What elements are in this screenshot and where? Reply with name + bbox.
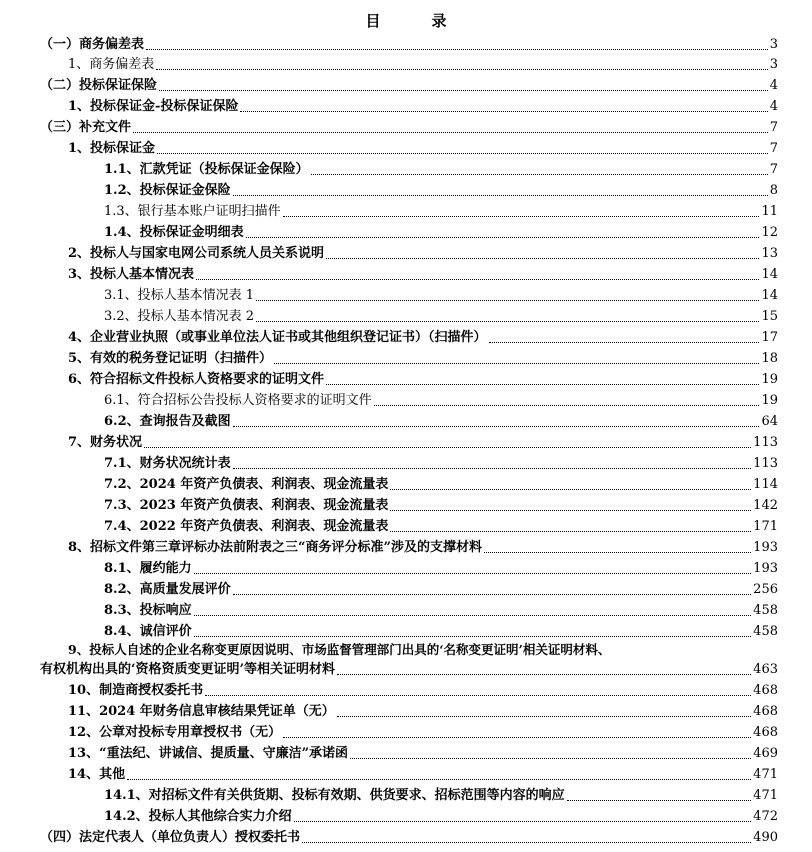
dot-leader (196, 275, 759, 280)
toc-entry-label: 7.4、2022 年资产负债表、利润表、现金流量表 (104, 519, 389, 534)
dot-leader (256, 296, 759, 301)
dot-leader (302, 838, 751, 843)
toc-entry-label: 8.4、诚信评价 (104, 624, 192, 639)
toc-title: 目 录 (365, 12, 465, 30)
toc-entry[interactable] (104, 284, 778, 304)
dot-leader (283, 212, 760, 217)
toc-entry-label: 12、公章对投标专用章授权书（无） (68, 725, 282, 740)
toc-entry[interactable] (68, 137, 778, 157)
toc-entry-page: 142 (753, 498, 778, 513)
toc-entry-page: 4 (769, 78, 778, 93)
dot-leader (159, 86, 768, 91)
dot-leader (233, 191, 768, 196)
toc-entry-label: 3、投标人基本情况表 (68, 267, 195, 282)
toc-entry-page: 18 (761, 351, 778, 366)
toc-entry-page: 17 (761, 330, 778, 345)
toc-entry[interactable] (68, 679, 778, 699)
toc-entry-label: 14.2、投标人其他综合实力介绍 (104, 809, 292, 824)
toc-entry-page: 7 (769, 162, 778, 177)
toc-entry[interactable] (68, 347, 778, 367)
dot-leader (326, 380, 759, 385)
toc-entry[interactable] (104, 452, 778, 472)
toc-entry[interactable] (40, 826, 778, 846)
toc-entry[interactable] (104, 158, 778, 178)
toc-entry[interactable] (40, 116, 778, 136)
toc-entry-label: 14、其他 (68, 767, 126, 782)
toc-entry-page: 8 (769, 183, 778, 198)
dot-leader (337, 670, 751, 675)
toc-entry[interactable] (104, 784, 778, 804)
dot-leader (326, 254, 759, 259)
toc-entry-label: 8.1、履约能力 (104, 561, 192, 576)
dot-leader (489, 338, 760, 343)
toc-entry-page: 114 (753, 477, 778, 492)
dot-leader (374, 401, 760, 406)
toc-entry[interactable] (104, 305, 778, 325)
toc-entry-label: 6.1、符合招标公告投标人资格要求的证明文件 (104, 393, 372, 408)
toc-entry-page: 113 (753, 456, 778, 471)
toc-entry-page: 490 (753, 830, 778, 845)
toc-entry[interactable] (68, 242, 778, 262)
toc-entry[interactable] (68, 700, 778, 720)
toc-entry-label: 2、投标人与国家电网公司系统人员关系说明 (68, 246, 325, 261)
toc-entry-label: 6、符合招标文件投标人资格要求的证明文件 (68, 372, 325, 387)
dot-leader (390, 485, 751, 490)
dot-leader (274, 359, 759, 364)
toc-entry[interactable] (68, 368, 778, 388)
dot-leader (144, 443, 751, 448)
toc-entry-label: 1、投标保证金 (68, 141, 156, 156)
toc-entry[interactable] (104, 179, 778, 199)
toc-entry-label: （三）补充文件 (40, 120, 132, 135)
toc-entry-label: 5、有效的税务登记证明（扫描件） (68, 351, 273, 366)
toc-entry-label: 10、制造商授权委托书 (68, 683, 204, 698)
dot-leader (146, 45, 768, 50)
toc-entry-page: 11 (761, 204, 778, 219)
toc-entry-page: 472 (753, 809, 778, 824)
toc-entry[interactable] (68, 431, 778, 451)
toc-entry-page: 15 (761, 309, 778, 324)
toc-entry-page: 3 (769, 57, 778, 72)
toc-entry[interactable] (68, 326, 778, 346)
toc-entry-page: 458 (753, 624, 778, 639)
toc-entry[interactable] (104, 473, 778, 493)
toc-entry[interactable] (68, 763, 778, 783)
toc-entry[interactable] (104, 515, 778, 535)
toc-entry-page: 468 (753, 683, 778, 698)
toc-entry-label: 8、招标文件第三章评标办法前附表之三“商务评分标准”涉及的支撑材料 (68, 540, 483, 555)
toc-entry-label: 7.3、2023 年资产负债表、利润表、现金流量表 (104, 498, 389, 513)
dot-leader (294, 817, 752, 822)
toc-entry-label: 1.2、投标保证金保险 (104, 183, 231, 198)
toc-entry-page: 471 (753, 767, 778, 782)
dot-leader (350, 754, 751, 759)
toc-entry-label: 1、商务偏差表 (68, 57, 155, 72)
toc-entry-label: 1.4、投标保证金明细表 (104, 225, 244, 240)
toc-entry-page: 193 (753, 540, 778, 555)
dot-leader (194, 611, 752, 616)
toc-entry-page: 14 (761, 288, 778, 303)
toc-entry-page: 463 (753, 662, 778, 677)
toc-entry-page: 19 (761, 393, 778, 408)
toc-entry-page: 19 (761, 372, 778, 387)
toc-entry-label: （二）投标保证保险 (40, 78, 158, 93)
toc-entry-label: 7.1、财务状况统计表 (104, 456, 231, 471)
toc-entry-page: 468 (753, 725, 778, 740)
dot-leader (205, 691, 751, 696)
toc-entry[interactable] (68, 95, 778, 115)
toc-entry-label: 6.2、查询报告及截图 (104, 414, 231, 429)
dot-leader (567, 796, 752, 801)
toc-entry-page: 12 (761, 225, 778, 240)
dot-leader (311, 170, 768, 175)
toc-entry-line2[interactable] (40, 658, 778, 678)
toc-entry-page: 471 (753, 788, 778, 803)
dot-leader (157, 149, 768, 154)
toc-entry-label: 4、企业营业执照（或事业单位法人证书或其他组织登记证书）（扫描件） (68, 330, 487, 345)
toc-entry-label: 13、“重法纪、讲诚信、提质量、守廉洁”承诺函 (68, 746, 349, 761)
dot-leader (194, 569, 752, 574)
toc-entry-page: 458 (753, 603, 778, 618)
dot-leader (233, 464, 752, 469)
toc-entry-label: 3.1、投标人基本情况表 1 (104, 288, 255, 303)
dot-leader (484, 548, 751, 553)
dot-leader (233, 422, 760, 427)
toc-entry-page: 469 (753, 746, 778, 761)
toc-entry-page: 64 (761, 414, 778, 429)
toc-entry[interactable] (104, 200, 778, 220)
toc-entry-page: 171 (753, 519, 778, 534)
toc-entry[interactable] (68, 263, 778, 283)
toc-entry[interactable] (40, 74, 778, 94)
dot-leader (390, 506, 751, 511)
toc-entry-label: 3.2、投标人基本情况表 2 (104, 309, 255, 324)
toc-entry[interactable] (104, 410, 778, 430)
toc-entry[interactable] (104, 221, 778, 241)
dot-leader (337, 712, 751, 717)
dot-leader (127, 775, 751, 780)
dot-leader (256, 317, 759, 322)
toc-entry[interactable] (104, 805, 778, 825)
toc-entry-label: 1.1、汇款凭证（投标保证金保险） (104, 162, 309, 177)
toc-entry-page: 256 (753, 582, 778, 597)
toc-entry[interactable] (104, 578, 778, 598)
dot-leader (390, 527, 751, 532)
dot-leader (283, 733, 751, 738)
toc-entry-label: 9、投标人自述的企业名称变更原因说明、市场监督管理部门出具的‘名称变更证明’相关证明材料、 (68, 642, 611, 657)
toc-entry-label: 8.2、高质量发展评价 (104, 582, 231, 597)
toc-entry[interactable] (104, 389, 778, 409)
toc-entry[interactable] (68, 721, 778, 741)
toc-entry-page: 14 (761, 267, 778, 282)
toc-entry-page: 13 (761, 246, 778, 261)
toc-entry[interactable] (104, 599, 778, 619)
toc-entry-page: 7 (769, 141, 778, 156)
dot-leader (156, 65, 767, 70)
toc-entry-page: 4 (769, 99, 778, 114)
toc-entry-line1[interactable] (68, 637, 778, 658)
toc-entry-page: 7 (769, 120, 778, 135)
toc-entry-label: 8.3、投标响应 (104, 603, 192, 618)
toc-entry[interactable] (68, 742, 778, 762)
toc-entry[interactable] (68, 53, 778, 73)
dot-leader (246, 233, 760, 238)
toc-entry-page: 113 (753, 435, 778, 450)
toc-entry[interactable] (104, 494, 778, 514)
dot-leader (133, 128, 768, 133)
toc-entry-label: 7.2、2024 年资产负债表、利润表、现金流量表 (104, 477, 389, 492)
toc-entry[interactable] (68, 536, 778, 556)
dot-leader (240, 107, 767, 112)
toc-entry-label: （四）法定代表人（单位负责人）授权委托书 (40, 830, 301, 845)
toc-entry-page: 468 (753, 704, 778, 719)
toc-entry-label: （一）商务偏差表 (40, 37, 145, 52)
toc-entry-label: 有权机构出具的‘资格资质变更证明’等相关证明材料 (40, 662, 336, 677)
toc-entry-page: 3 (769, 37, 778, 52)
toc-entry-label: 14.1、对招标文件有关供货期、投标有效期、供货要求、招标范围等内容的响应 (104, 788, 565, 803)
toc-entry[interactable] (104, 557, 778, 577)
toc-entry-label: 1.3、银行基本账户证明扫描件 (104, 204, 281, 219)
toc-entry-label: 7、财务状况 (68, 435, 143, 450)
toc-entry[interactable] (40, 33, 778, 53)
dot-leader (233, 590, 752, 595)
toc-entry-page: 193 (753, 561, 778, 576)
toc-entry-label: 11、2024 年财务信息审核结果凭证单（无） (68, 704, 335, 719)
toc-entry-label: 1、投标保证金-投标保证保险 (68, 99, 239, 114)
